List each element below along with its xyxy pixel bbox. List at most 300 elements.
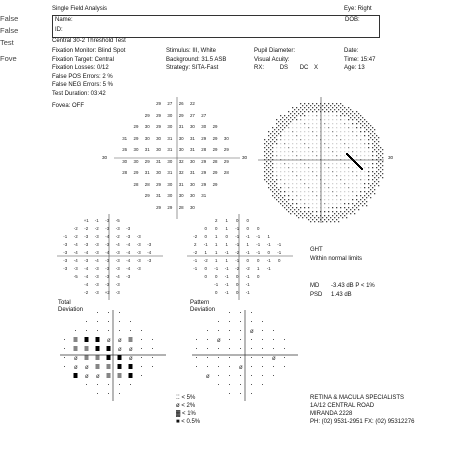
grey-dot xyxy=(380,151,381,152)
ds: DS xyxy=(279,65,289,71)
grey-dot xyxy=(304,103,305,104)
grey-dot xyxy=(296,207,297,208)
table-row xyxy=(119,179,232,191)
grey-dot xyxy=(300,175,301,176)
grey-dot xyxy=(276,187,277,188)
grid-value: 0 xyxy=(225,233,228,239)
grey-dot xyxy=(374,177,375,178)
grey-dot xyxy=(370,133,371,134)
grey-dot xyxy=(312,155,313,156)
grey-dot xyxy=(284,195,285,196)
grey-dot xyxy=(332,123,333,124)
grey-dot xyxy=(328,115,329,116)
grey-dot xyxy=(376,163,377,164)
grid-value: 30 xyxy=(156,135,161,141)
grid-value xyxy=(221,98,232,110)
grey-dot xyxy=(332,179,333,180)
grey-dot xyxy=(312,179,313,180)
grey-dot xyxy=(292,107,293,108)
prob-symbol: ø xyxy=(118,347,122,353)
grey-dot xyxy=(272,195,273,196)
table-row xyxy=(60,264,155,272)
grey-dot xyxy=(276,143,277,144)
grey-dot xyxy=(266,149,267,150)
grey-dot xyxy=(340,139,341,140)
grid-value xyxy=(264,272,275,280)
grey-dot xyxy=(370,129,371,130)
grey-dot xyxy=(360,115,361,116)
grid-value: -1 xyxy=(266,265,271,271)
grey-dot xyxy=(360,191,361,192)
grey-dot xyxy=(296,123,297,124)
grid-value: 30 xyxy=(189,158,195,164)
grid-value xyxy=(274,224,285,232)
grey-dot xyxy=(304,171,305,172)
legend xyxy=(176,395,200,427)
grey-dot xyxy=(328,203,329,204)
grey-dot xyxy=(374,145,375,146)
table-row xyxy=(190,264,285,272)
grey-dot xyxy=(284,163,285,164)
grey-dot xyxy=(294,109,295,110)
grey-dot xyxy=(272,139,273,140)
grey-dot xyxy=(324,207,325,208)
grid-value xyxy=(253,216,264,224)
prob-dot xyxy=(273,375,274,376)
grey-dot xyxy=(284,155,285,156)
grey-dot xyxy=(316,155,317,156)
table-row xyxy=(60,248,155,256)
grey-dot xyxy=(296,195,297,196)
grid-value xyxy=(71,288,82,296)
prob-symbol xyxy=(96,364,100,369)
grid-value: -3 xyxy=(105,281,110,287)
grey-dot xyxy=(266,153,267,154)
grey-dot xyxy=(344,143,345,144)
grey-dot xyxy=(344,131,345,132)
grid-value xyxy=(221,190,232,202)
grey-dot xyxy=(308,111,309,112)
grey-dot xyxy=(292,147,293,148)
grey-dot xyxy=(272,183,273,184)
grey-dot xyxy=(270,169,271,170)
grid-value: +1 xyxy=(83,217,89,223)
prob-dot xyxy=(229,321,230,322)
grid-value: -2 xyxy=(245,265,250,271)
total-dev-table xyxy=(60,216,155,296)
grey-dot xyxy=(324,215,325,216)
grey-dot xyxy=(364,179,365,180)
grid-value: 0 xyxy=(204,273,207,279)
grid-value: 30 xyxy=(144,124,150,130)
grey-dot xyxy=(310,221,311,222)
params-right xyxy=(254,48,318,72)
grid-value: 29 xyxy=(223,147,229,153)
grey-dot xyxy=(300,139,301,140)
grey-dot xyxy=(356,151,357,152)
table-row xyxy=(190,256,285,264)
grey-dot xyxy=(328,151,329,152)
grid-value xyxy=(119,179,130,191)
grid-value xyxy=(264,288,275,296)
grey-dot xyxy=(338,221,339,222)
grey-dot xyxy=(292,175,293,176)
grid-value xyxy=(60,224,71,232)
grey-dot xyxy=(336,183,337,184)
table-row xyxy=(190,216,285,224)
grid-value xyxy=(190,280,201,288)
ght-label: GHT xyxy=(310,247,323,253)
grid-value: 32 xyxy=(178,158,184,164)
prob-dot xyxy=(240,330,241,331)
prob-symbol xyxy=(107,355,111,360)
grey-dot xyxy=(312,115,313,116)
blind-spot-dot xyxy=(346,153,348,155)
legend-dots-light-icon: ⁚⁚ xyxy=(176,395,180,401)
grid-value: 29 xyxy=(167,204,173,210)
grid-value: -3 xyxy=(63,249,68,255)
grey-dot xyxy=(336,111,337,112)
grey-dot xyxy=(340,119,341,120)
grey-dot xyxy=(312,167,313,168)
grey-dot xyxy=(352,183,353,184)
grey-dot xyxy=(308,219,309,220)
grid-value: -3 xyxy=(136,241,141,247)
threshold-axis-left: 30 xyxy=(102,155,108,160)
grey-dot xyxy=(332,131,333,132)
grey-dot xyxy=(296,171,297,172)
grid-value: 0 xyxy=(215,273,218,279)
grey-dot xyxy=(284,123,285,124)
grey-dot xyxy=(368,195,369,196)
grey-dot xyxy=(312,183,313,184)
grid-value: -3 xyxy=(115,257,120,263)
grey-dot xyxy=(364,183,365,184)
grid-value xyxy=(130,110,141,122)
grey-dot xyxy=(280,123,281,124)
grid-value xyxy=(60,216,71,224)
grey-dot xyxy=(308,123,309,124)
grey-dot xyxy=(318,221,319,222)
grey-dot xyxy=(348,171,349,172)
grid-value xyxy=(221,179,232,191)
prob-dot xyxy=(141,357,142,358)
grey-dot xyxy=(296,155,297,156)
pupil: Pupil Diameter: xyxy=(254,48,296,54)
grey-dot xyxy=(290,205,291,206)
grid-value: -1 xyxy=(245,233,250,239)
legend-item: ⁚⁚ < 5% xyxy=(176,395,196,401)
grey-dot xyxy=(286,121,287,122)
grey-dot xyxy=(292,123,293,124)
prob-dot xyxy=(218,375,219,376)
grey-dot xyxy=(372,163,373,164)
grey-dot xyxy=(272,127,273,128)
report-title: Single Field Analysis xyxy=(52,6,108,12)
background: Background: 31.5 ASB xyxy=(166,56,227,63)
grey-dot xyxy=(334,217,335,218)
grey-dot xyxy=(280,163,281,164)
grey-dot xyxy=(328,127,329,128)
grey-dot xyxy=(300,111,301,112)
grey-dot xyxy=(362,205,363,206)
grid-value: -3 xyxy=(63,265,68,271)
grey-dot xyxy=(346,209,347,210)
table-row xyxy=(60,224,155,232)
grey-dot xyxy=(326,221,327,222)
grey-dot xyxy=(358,205,359,206)
patient-box xyxy=(52,15,380,38)
grey-dot xyxy=(340,183,341,184)
grey-dot xyxy=(284,119,285,120)
grey-dot xyxy=(304,211,305,212)
grey-dot xyxy=(344,195,345,196)
fovea: Fovea: OFF xyxy=(52,102,85,109)
prob-dot xyxy=(262,339,263,340)
prob-dot xyxy=(229,312,230,313)
prob-dot xyxy=(262,375,263,376)
grid-value: 29 xyxy=(212,170,218,176)
grey-dot xyxy=(304,183,305,184)
prob-dot xyxy=(240,357,241,358)
grey-dot xyxy=(354,117,355,118)
grid-value: 29 xyxy=(133,124,139,130)
grid-value: 26 xyxy=(122,147,128,153)
grid-value xyxy=(119,190,130,202)
grey-dot xyxy=(358,117,359,118)
grey-dot xyxy=(378,161,379,162)
grid-value: -1 xyxy=(256,249,261,255)
table-row xyxy=(60,288,155,296)
grey-dot xyxy=(324,151,325,152)
grey-dot xyxy=(372,171,373,172)
grey-dot xyxy=(350,109,351,110)
prob-dot xyxy=(229,339,230,340)
grid-value: 30 xyxy=(156,147,161,153)
grey-dot xyxy=(268,167,269,168)
prob-dot xyxy=(97,384,98,385)
grey-dot xyxy=(332,183,333,184)
grey-dot xyxy=(274,133,275,134)
grey-dot xyxy=(306,213,307,214)
prob-symbol xyxy=(96,346,100,351)
prob-dot xyxy=(97,321,98,322)
grey-dot xyxy=(276,163,277,164)
grey-dot xyxy=(264,175,265,176)
grey-dot xyxy=(360,143,361,144)
dob-label: DOB: xyxy=(345,17,360,23)
grey-dot xyxy=(300,119,301,120)
grey-dot xyxy=(348,187,349,188)
grey-dot xyxy=(264,147,265,148)
grey-dot xyxy=(328,167,329,168)
grey-dot xyxy=(362,197,363,198)
grey-dot xyxy=(342,109,343,110)
grid-value xyxy=(201,288,212,296)
grid-value: -1 xyxy=(256,241,261,247)
grey-dot xyxy=(328,147,329,148)
grey-dot xyxy=(346,109,347,110)
grey-dot xyxy=(370,185,371,186)
grey-dot xyxy=(296,111,297,112)
grid-value: -3 xyxy=(84,257,89,263)
grey-dot xyxy=(304,123,305,124)
grid-value: -3 xyxy=(105,217,110,223)
grey-dot xyxy=(284,199,285,200)
grid-value: -2 xyxy=(193,249,198,255)
grey-dot xyxy=(308,215,309,216)
grey-dot xyxy=(342,217,343,218)
grey-dot xyxy=(296,187,297,188)
grey-dot xyxy=(306,109,307,110)
grey-dot xyxy=(282,125,283,126)
grey-dot xyxy=(282,205,283,206)
grey-dot xyxy=(290,113,291,114)
grey-dot xyxy=(380,155,381,156)
grey-dot xyxy=(290,121,291,122)
grid-value: -3 xyxy=(105,265,110,271)
prob-dot xyxy=(64,357,65,358)
grid-value: -4 xyxy=(105,249,110,255)
grey-dot xyxy=(312,191,313,192)
prob-dot xyxy=(152,339,153,340)
grey-dot xyxy=(328,131,329,132)
grid-value: 29 xyxy=(156,101,161,107)
grey-dot xyxy=(356,155,357,156)
grid-value: 30 xyxy=(178,135,184,141)
grey-dot xyxy=(360,127,361,128)
grey-dot xyxy=(348,143,349,144)
grey-dot xyxy=(340,187,341,188)
clinic-block xyxy=(310,395,414,427)
grey-dot xyxy=(288,123,289,124)
grey-dot xyxy=(296,163,297,164)
grid-value xyxy=(134,224,145,232)
grey-dot xyxy=(282,117,283,118)
grey-dot xyxy=(324,203,325,204)
grid-value xyxy=(134,288,145,296)
grey-dot xyxy=(344,163,345,164)
grey-dot xyxy=(356,207,357,208)
prob-dot xyxy=(207,357,208,358)
grey-dot xyxy=(340,151,341,152)
grey-dot xyxy=(344,123,345,124)
grid-value: 29 xyxy=(156,124,161,130)
grid-value xyxy=(264,216,275,224)
grey-dot xyxy=(316,203,317,204)
grey-dot xyxy=(300,191,301,192)
grey-dot xyxy=(360,123,361,124)
grey-dot xyxy=(312,199,313,200)
prob-symbol: ø xyxy=(206,374,210,380)
grey-dot xyxy=(266,169,267,170)
grey-dot xyxy=(308,151,309,152)
grid-value: 0 xyxy=(257,225,260,231)
grey-dot xyxy=(354,209,355,210)
grid-value: 29 xyxy=(212,147,218,153)
grey-dot xyxy=(278,125,279,126)
grey-dot xyxy=(290,209,291,210)
prob-dot xyxy=(218,366,219,367)
sidebar-item: Fove xyxy=(0,54,17,63)
grid-value: 0 xyxy=(215,289,218,295)
prob-dot xyxy=(229,393,230,394)
grid-value: -3 xyxy=(115,289,120,295)
blind-spot-dot xyxy=(359,166,361,168)
grey-dot xyxy=(344,115,345,116)
prob-dot xyxy=(273,339,274,340)
grid-value: -1 xyxy=(203,241,208,247)
prob-dot xyxy=(218,321,219,322)
grey-dot xyxy=(270,185,271,186)
grid-value: -2 xyxy=(203,257,208,263)
grey-dot xyxy=(370,125,371,126)
grid-value: 0 xyxy=(236,273,239,279)
prob-dot xyxy=(119,393,120,394)
grey-dot xyxy=(348,127,349,128)
grey-dot xyxy=(380,175,381,176)
grey-dot xyxy=(380,147,381,148)
grey-dot xyxy=(348,131,349,132)
grey-dot xyxy=(356,127,357,128)
grey-dot xyxy=(338,213,339,214)
strategy: Strategy: SITA-Fast xyxy=(166,65,219,71)
grey-dot xyxy=(268,171,269,172)
grey-dot xyxy=(336,163,337,164)
grid-value xyxy=(253,288,264,296)
grey-dot xyxy=(352,147,353,148)
prob-dot xyxy=(152,357,153,358)
prob-symbol: ø xyxy=(250,329,254,335)
grey-dot xyxy=(292,167,293,168)
grid-value: -1 xyxy=(235,225,240,231)
grid-value: 29 xyxy=(133,135,139,141)
grey-dot xyxy=(352,195,353,196)
grey-dot xyxy=(348,139,349,140)
prob-dot xyxy=(141,375,142,376)
prob-dot xyxy=(262,321,263,322)
prob-symbol xyxy=(85,355,89,360)
grid-value: -1 xyxy=(214,281,219,287)
grid-value: -1 xyxy=(245,273,250,279)
grey-dot xyxy=(264,167,265,168)
grey-dot xyxy=(344,167,345,168)
grid-value xyxy=(142,98,153,110)
grey-dot xyxy=(316,163,317,164)
grey-dot xyxy=(292,195,293,196)
grey-dot xyxy=(346,217,347,218)
grid-value: 30 xyxy=(167,181,173,187)
grey-dot xyxy=(312,131,313,132)
grey-dot xyxy=(270,189,271,190)
grid-value xyxy=(144,232,155,240)
grey-dot xyxy=(304,127,305,128)
grey-dot xyxy=(292,139,293,140)
grey-dot xyxy=(382,173,383,174)
grey-dot xyxy=(316,175,317,176)
grid-value: -2 xyxy=(73,233,78,239)
grey-dot xyxy=(284,151,285,152)
grey-dot xyxy=(348,163,349,164)
grey-dot xyxy=(350,209,351,210)
grey-dot xyxy=(330,221,331,222)
grid-value xyxy=(119,98,130,110)
prob-dot xyxy=(64,339,65,340)
grey-dot xyxy=(316,187,317,188)
grey-dot xyxy=(272,171,273,172)
grey-dot xyxy=(352,119,353,120)
grey-dot xyxy=(364,139,365,140)
